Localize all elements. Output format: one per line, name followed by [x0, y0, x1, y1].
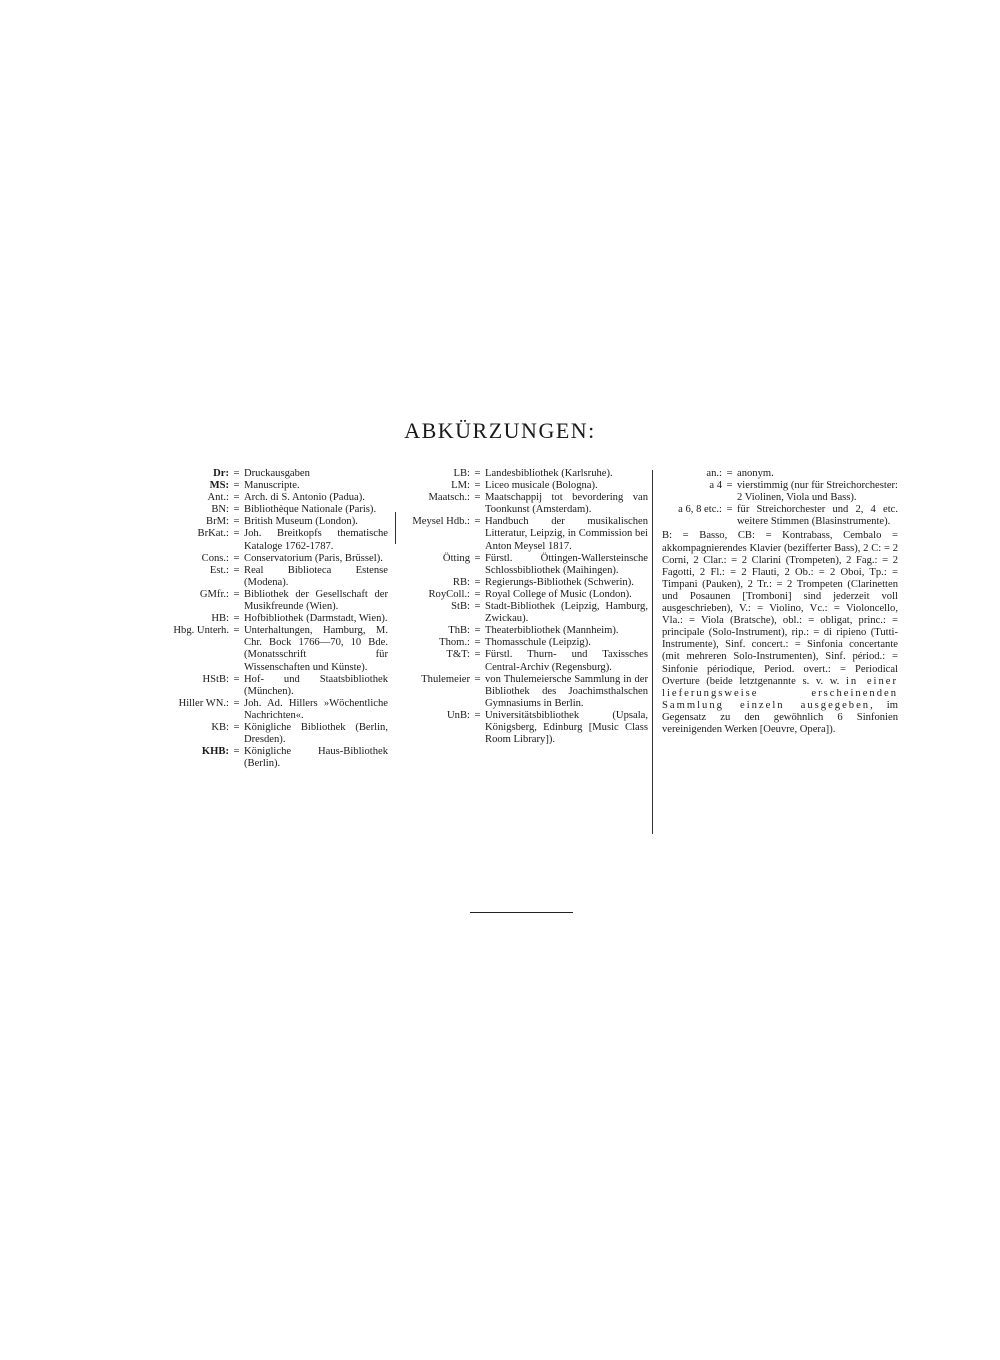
equals-sign: = [233, 625, 240, 637]
abbreviation-term: UnB: [447, 709, 470, 721]
paragraph-text: B: = Basso, CB: = Kontrabass, Cembalo = akkompagnierendes Klavier (bezifferter Bass), 2 C: = 2 Corni, 2 Clar.: = 2 Clarini (Trompeten), 2 Fag.: = 2 Fagotti, 2 Fl.: = 2 Flauti, 2 Ob.: = 2 Oboi, Tp.: = Timpani (Pauken), 2 Tr.: = 2 Trompeten (Clarinetten und Posaunen [Tromboni] sind jederzeit voll ausgeschrieben), V.: = Violino, Vc.: = Violoncello, Vla.: = Viola (Bratsche), obl.: = obligat, princ.: = principale (Solo-Instrument), rip.: = di ripieno (Tutti-Instrumente), Sinf. concert.: = Sinfonia concertante (mit mehreren Solo-Instrumenten), Sinf. périod.: = Sinfonie périodique, Period. overt.: = Periodical Overture (beide letztgenannte s. v. w. [662, 530, 898, 687]
abbreviation-entry [138, 698, 388, 722]
abbreviation-term: GMfr.: [199, 588, 229, 600]
abbreviation-entry [398, 649, 648, 673]
abbreviation-term: LM: [451, 480, 470, 492]
abbreviation-definition: Handbuch der musikalischen Litteratur, Leipzig, in Commission bei Anton Meysel 1817. [485, 516, 648, 552]
instrument-abbreviations-paragraph [662, 530, 898, 736]
abbreviation-definition: Unterhaltungen, Hamburg, M. Chr. Bock 1766—70, 10 Bde. (Monatsschrift für Wissenschaften und Künste). [244, 625, 388, 673]
equals-sign: = [233, 468, 240, 479]
abbreviation-term: T&T: [446, 649, 470, 661]
abbreviation-definition: vierstimmig (nur für Streichorchester: 2 Violinen, Viola und Bass). [737, 480, 898, 504]
abbreviation-term: Ant.: [207, 492, 229, 504]
abbreviation-entry [398, 516, 648, 552]
abbreviation-definition: Landesbibliothek (Karlsruhe). [485, 468, 613, 479]
abbreviation-definition: Universitätsbibliothek (Upsala, Königsberg, Edinburg [Music Class Room Library]). [485, 709, 648, 746]
end-rule [470, 912, 573, 913]
equals-sign: = [233, 746, 240, 758]
abbreviation-entry [398, 480, 648, 492]
abbreviation-term: Maatsch.: [428, 492, 470, 504]
equals-sign: = [474, 576, 481, 588]
abbreviation-entry [138, 480, 388, 492]
abbreviation-entry [398, 710, 648, 746]
abbreviation-definition: Königliche Haus-Bibliothek (Berlin). [244, 746, 388, 770]
abbreviation-term: Ötting [442, 552, 470, 564]
abbreviation-term: Est.: [209, 564, 229, 576]
abbreviation-entry [138, 553, 388, 565]
abbreviation-definition: anonym. [737, 468, 774, 479]
abbreviation-entry [138, 625, 388, 673]
abbreviation-entry [138, 565, 388, 589]
abbreviation-term: Thulemeier [421, 673, 470, 685]
abbreviation-entry [138, 674, 388, 698]
equals-sign: = [233, 528, 240, 540]
abbreviation-entry [398, 674, 648, 710]
abbreviation-definition: von Thulemeiersche Sammlung in der Bibliothek des Joachimsthalschen Gymnasiums in Berlin. [485, 673, 648, 709]
abbreviation-term: BrM: [206, 516, 229, 528]
abbreviation-term: HStB: [202, 673, 229, 685]
abbreviation-term: RB: [452, 576, 470, 588]
abbreviation-definition: Hofbibliothek (Darmstadt, Wien). [244, 613, 388, 625]
equals-sign: = [233, 516, 240, 528]
abbreviation-entry [662, 468, 898, 480]
abbreviation-term: Meysel Hdb.: [412, 516, 470, 528]
equals-sign: = [474, 492, 481, 504]
abbreviation-entry [398, 553, 648, 577]
abbreviation-definition: Liceo musicale (Bologna). [485, 480, 598, 492]
abbreviation-definition: Real Biblioteca Estense (Modena). [244, 564, 388, 588]
abbreviation-entry [138, 746, 388, 770]
equals-sign: = [233, 697, 240, 709]
abbreviation-entry [398, 589, 648, 601]
abbreviation-definition: Joh. Ad. Hillers »Wöchentliche Nachrichten«. [244, 697, 388, 721]
abbreviation-definition: Druckausgaben [244, 468, 310, 479]
abbreviation-entry [398, 625, 648, 637]
equals-sign: = [474, 480, 481, 492]
equals-sign: = [726, 480, 733, 492]
equals-sign: = [474, 601, 481, 613]
abbreviation-term: MS: [209, 480, 229, 492]
abbreviation-definition: für Streichorchester und 2, 4 etc. weitere Stimmen (Blasinstrumente). [737, 504, 898, 528]
paragraph-text-end: , im Gegensatz zu den gewöhnlich 6 Sinfonien vereinigenden Werken [Oeuvre, Opera]). [662, 699, 898, 735]
abbreviation-term: LB: [453, 468, 470, 479]
equals-sign: = [474, 552, 481, 564]
abbreviation-term: KHB: [201, 746, 229, 758]
abbreviation-definition: Fürstl. Öttingen-Wallersteinsche Schlossbibliothek (Maihingen). [485, 552, 648, 576]
abbreviation-entry [138, 516, 388, 528]
equals-sign: = [233, 721, 240, 733]
abbreviation-entry [138, 528, 388, 552]
equals-sign: = [233, 564, 240, 576]
abbreviation-term: ThB: [448, 625, 470, 637]
abbreviation-definition: Manuscripte. [244, 480, 300, 492]
abbreviation-definition: Joh. Breitkopfs thematische Kataloge 1762-1787. [244, 528, 388, 552]
abbreviation-term: Thom.: [439, 637, 470, 649]
abbreviation-entry [398, 492, 648, 516]
column-divider-left [395, 512, 396, 544]
equals-sign: = [726, 468, 733, 479]
abbreviation-term: Cons.: [201, 552, 229, 564]
equals-sign: = [233, 613, 240, 625]
abbreviation-entry [138, 613, 388, 625]
equals-sign: = [474, 637, 481, 649]
abbreviation-term: StB: [451, 601, 470, 613]
equals-sign: = [233, 588, 240, 600]
column-divider-right [652, 470, 653, 834]
abbreviation-term: Dr: [213, 468, 229, 479]
abbreviation-term: Hbg. Unterh. [173, 625, 229, 637]
abbreviation-entry [662, 480, 898, 504]
abbreviation-list [662, 468, 898, 528]
abbreviation-definition: Fürstl. Thurn- und Taxissches Central-Archiv (Regensburg). [485, 649, 648, 673]
abbreviation-column-3 [662, 468, 898, 736]
abbreviation-definition: Arch. di S. Antonio (Padua). [244, 492, 365, 504]
abbreviation-definition: Stadt-Bibliothek (Leipzig, Hamburg, Zwickau). [485, 601, 648, 625]
abbreviation-term: HB: [211, 613, 229, 625]
equals-sign: = [474, 588, 481, 600]
abbreviation-term: a 6, 8 etc.: [678, 504, 722, 516]
abbreviation-definition: British Museum (London). [244, 516, 358, 528]
equals-sign: = [474, 468, 481, 479]
abbreviation-definition: Royal College of Music (London). [485, 588, 632, 600]
equals-sign: = [233, 480, 240, 492]
equals-sign: = [474, 649, 481, 661]
abbreviation-entry [398, 577, 648, 589]
abbreviation-entry [138, 504, 388, 516]
abbreviation-definition: Hof- und Staatsbibliothek (München). [244, 673, 388, 697]
abbreviation-definition: Maatschappij tot bevordering van Toonkunst (Amsterdam). [485, 492, 648, 516]
abbreviation-definition: Conservatorium (Paris, Brüssel). [244, 552, 383, 564]
abbreviation-term: an.: [706, 468, 722, 479]
abbreviation-term: RoyColl.: [428, 588, 470, 600]
equals-sign: = [233, 504, 240, 516]
abbreviation-term: KB: [211, 721, 229, 733]
abbreviation-term: BrKat.: [197, 528, 229, 540]
abbreviation-entry [138, 722, 388, 746]
abbreviation-definition: Bibliothèque Nationale (Paris). [244, 504, 377, 516]
abbreviation-entry [398, 637, 648, 649]
equals-sign: = [474, 673, 481, 685]
abbreviation-column-1 [138, 468, 388, 770]
abbreviation-entry [398, 468, 648, 480]
paragraph-spaced-text: in einer lieferungsweise erscheinenden Sammlung einzeln ausgegeben [662, 675, 899, 711]
abbreviation-entry [138, 492, 388, 504]
equals-sign: = [474, 516, 481, 528]
abbreviation-entry [662, 504, 898, 528]
abbreviation-term: a 4 [709, 480, 722, 492]
abbreviation-definition: Regierungs-Bibliothek (Schwerin). [485, 576, 634, 588]
equals-sign: = [726, 504, 733, 516]
abbreviation-definition: Thomasschule (Leipzig). [485, 637, 591, 649]
abbreviation-definition: Theaterbibliothek (Mannheim). [485, 625, 619, 637]
abbreviation-entry [138, 468, 388, 480]
abbreviation-entry [138, 589, 388, 613]
equals-sign: = [474, 625, 481, 637]
equals-sign: = [233, 552, 240, 564]
abbreviation-definition: Königliche Bibliothek (Berlin, Dresden). [244, 721, 388, 746]
abbreviation-entry [398, 601, 648, 625]
abbreviation-column-2 [398, 468, 648, 746]
equals-sign: = [233, 492, 240, 504]
abbreviation-definition: Bibliothek der Gesellschaft der Musikfreunde (Wien). [244, 588, 388, 613]
equals-sign: = [233, 673, 240, 685]
equals-sign: = [474, 709, 481, 721]
page-title: ABKÜRZUNGEN: [404, 418, 596, 443]
abbreviation-term: BN: [211, 504, 229, 516]
abbreviation-term: Hiller WN.: [178, 697, 229, 709]
